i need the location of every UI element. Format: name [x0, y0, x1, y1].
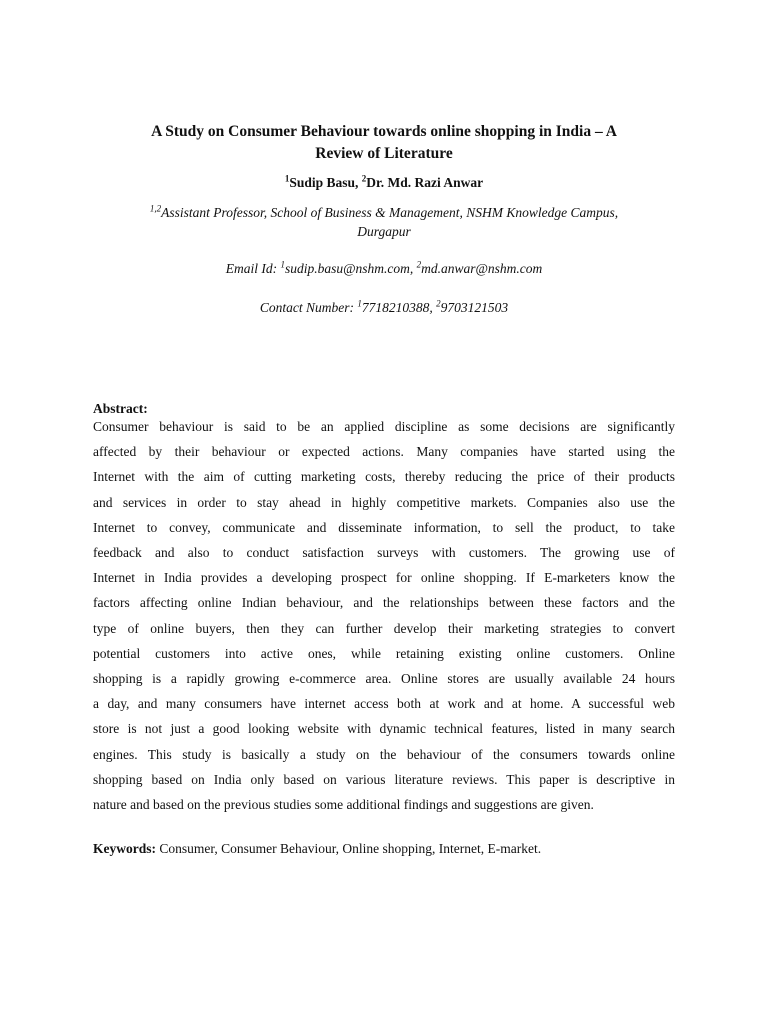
affiliation — [95, 203, 673, 241]
email-2-marker: 2 — [416, 259, 422, 270]
abstract-line: feedback and also to conduct satisfaction surveys with customers. The growing use of — [93, 545, 675, 561]
contact-number-2: 9703121503 — [440, 300, 509, 315]
email-2: md.anwar@nshm.com — [421, 261, 543, 276]
email-label: Email Id: — [225, 261, 281, 276]
affiliation-line-2: Durgapur — [357, 224, 411, 239]
affiliation-text-1: Assistant Professor, School of Business & Management, NSHM Knowledge Campus, — [161, 205, 619, 220]
abstract-line: factors affecting online Indian behaviour, and the relationships between these factors and the — [93, 595, 675, 611]
email-1: sudip.basu@nshm.com, — [284, 261, 417, 276]
abstract-line: shopping is a rapidly growing e-commerce area. Online stores are usually available 24 hours — [93, 671, 675, 687]
affiliation-marker: 1,2 — [149, 203, 162, 214]
abstract-line: store is not just a good looking website with dynamic technical features, listed in many search — [93, 721, 675, 737]
email-line — [95, 259, 673, 279]
contact-number-1: 7718210388, — [361, 300, 437, 315]
author-2-marker: 2 — [361, 173, 367, 184]
contact-label: Contact Number: — [259, 300, 358, 315]
abstract-line: Internet in India provides a developing prospect for online shopping. If E-marketers know the — [93, 570, 675, 586]
abstract-line: affected by their behaviour or expected actions. Many companies have started using the — [93, 444, 675, 460]
abstract-line: and services in order to stay ahead in highly competitive markets. Companies also use the — [93, 494, 675, 510]
title-line-1: A Study on Consumer Behaviour towards online shopping in India – A — [151, 123, 617, 140]
abstract-body — [93, 414, 675, 817]
abstract-line: shopping based on India only based on various literature reviews. This paper is descriptive in — [93, 771, 675, 787]
contact-2-marker: 2 — [436, 298, 441, 309]
author-list — [95, 173, 673, 193]
keywords — [93, 839, 675, 859]
abstract-line: Internet to convey, communicate and disseminate information, to sell the product, to take — [93, 519, 675, 535]
contact-1-marker: 1 — [357, 298, 362, 309]
author-1-marker: 1 — [284, 173, 290, 184]
abstract-line: Internet with the aim of cutting marketing costs, thereby reducing the price of their products — [93, 469, 675, 485]
abstract-line: a day, and many consumers have internet access both at work and at home. A successful web — [93, 696, 675, 712]
contact-line — [95, 298, 673, 318]
author-1-name: Sudip Basu, — [289, 175, 362, 190]
abstract-line: engines. This study is basically a study on the behaviour of the consumers towards online — [93, 746, 675, 762]
email-1-marker: 1 — [280, 259, 285, 270]
affiliation-line-1 — [95, 203, 673, 222]
abstract-line: Consumer behaviour is said to be an applied discipline as some decisions are significantly — [93, 419, 675, 434]
keywords-label: Keywords: — [93, 841, 156, 856]
author-2-name: Dr. Md. Razi Anwar — [366, 175, 484, 190]
abstract-heading: Abstract: — [93, 401, 148, 416]
abstract-line: nature and based on the previous studies some additional findings and suggestions are given. — [93, 797, 594, 813]
paper-title — [95, 121, 673, 165]
title-line-2: Review of Literature — [315, 145, 453, 162]
abstract-line: potential customers into active ones, while retaining existing online customers. Online — [93, 645, 675, 661]
keywords-text: Consumer, Consumer Behaviour, Online shopping, Internet, E-market. — [156, 841, 542, 856]
abstract-line: type of online buyers, then they can further develop their marketing strategies to convert — [93, 620, 675, 636]
